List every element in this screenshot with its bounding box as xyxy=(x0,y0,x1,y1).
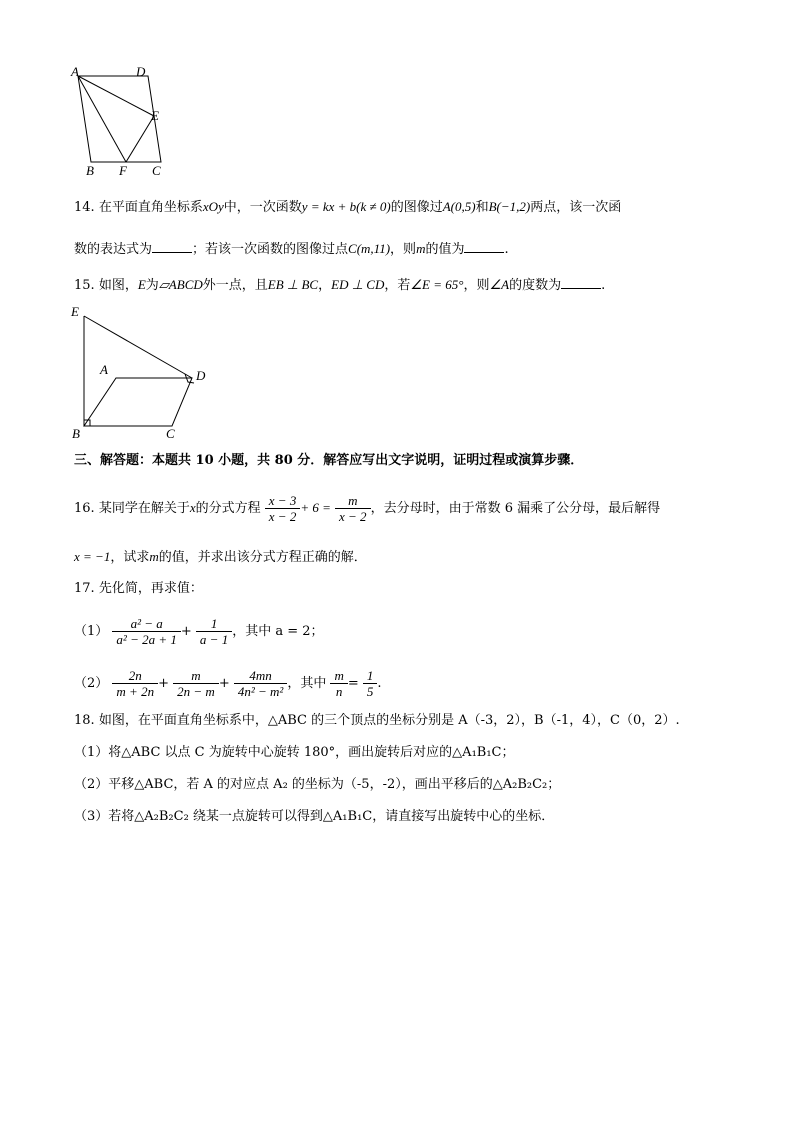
operator: + xyxy=(180,624,192,639)
answer-blank[interactable] xyxy=(561,276,601,289)
q17-fraction xyxy=(175,668,217,699)
q14-point-c: C(m,11) xyxy=(348,241,391,256)
q14-text: 中，一次函数 xyxy=(223,200,302,215)
numerator: m xyxy=(191,668,201,683)
part-label: （2） xyxy=(74,676,109,691)
numerator: 4mn xyxy=(249,668,272,683)
q14-text: 和 xyxy=(475,200,489,215)
q15-text: 的度数为 xyxy=(509,278,562,293)
q16-fraction xyxy=(337,493,369,524)
figure-13-parallelogram xyxy=(66,62,186,177)
fig15-label-c: C xyxy=(166,426,175,440)
fig13-label-b: B xyxy=(86,163,94,177)
q17-fraction xyxy=(114,668,156,699)
q15-angle: ∠A xyxy=(489,277,510,292)
part-label: （1） xyxy=(74,624,109,639)
q17-text: ，其中 a = 2； xyxy=(232,624,324,639)
fig15-label-d: D xyxy=(196,368,206,383)
q15-text: ，若 xyxy=(384,278,411,293)
q16-number: 16. xyxy=(74,501,95,516)
q14-text: ；若该一次函数的图像过点 xyxy=(192,242,349,257)
q15-line xyxy=(74,276,605,295)
q17-fraction xyxy=(198,616,230,647)
q15-parallelogram: ▱ABCD xyxy=(158,277,203,292)
numerator: 2n xyxy=(128,668,142,683)
q15-text: ，则 xyxy=(463,278,490,293)
q16-text: 的值，并求出该分式方程正确的解． xyxy=(158,550,367,565)
q14-point-a: A(0,5) xyxy=(442,199,476,214)
numerator: m xyxy=(348,493,358,508)
q14-function: y = kx + b(k ≠ 0) xyxy=(301,199,391,214)
q14-text: ，则 xyxy=(390,242,417,257)
q16-variable: m xyxy=(149,549,159,564)
q14-text: 数的表达式为 xyxy=(74,242,153,257)
denominator: m + 2n xyxy=(116,684,155,699)
denominator: a² − 2a + 1 xyxy=(116,632,177,647)
fig13-label-d: D xyxy=(136,64,146,79)
q14-text: 的图像过 xyxy=(390,200,443,215)
q17-part1 xyxy=(74,612,324,652)
answer-blank[interactable] xyxy=(152,240,192,253)
q16-solution: x = −1 xyxy=(74,549,111,564)
q15-text: . xyxy=(601,278,606,293)
denominator: a − 1 xyxy=(199,632,229,647)
q15-text: 为 xyxy=(145,278,159,293)
q16-variable: x xyxy=(189,500,196,515)
q14-number: 14. xyxy=(74,200,95,215)
numerator: a² − a xyxy=(130,616,163,631)
numerator: x − 3 xyxy=(268,493,297,508)
fig15-label-e: E xyxy=(71,304,79,319)
q18-part3: （3）若将△A₂B₂C₂ 绕某一点旋转可以得到△A₁B₁C，请直接写出旋转中心的坐标． xyxy=(74,809,555,824)
q15-number: 15. xyxy=(74,278,95,293)
q16-text: ，试求 xyxy=(110,550,150,565)
figure-15-parallelogram xyxy=(66,300,226,440)
answer-blank[interactable] xyxy=(464,240,504,253)
q17-fraction xyxy=(332,668,345,699)
q14-line2 xyxy=(74,240,509,259)
q16-line2 xyxy=(74,548,367,567)
q15-condition: ED ⊥ CD xyxy=(331,277,385,292)
operator: + xyxy=(218,676,230,691)
q16-line1 xyxy=(74,490,660,527)
q18-line xyxy=(74,712,680,730)
q16-text: 某同学在解关于 xyxy=(98,501,190,516)
q17-fraction xyxy=(365,668,376,699)
q16-text: 的分式方程 xyxy=(195,501,261,516)
q16-fraction xyxy=(267,493,299,524)
q15-text: 如图， xyxy=(98,278,138,293)
q17-text: 先化简，再求值： xyxy=(98,581,203,596)
numerator: m xyxy=(334,668,344,683)
q17-text: ，其中 xyxy=(287,676,327,691)
fig13-label-e: E xyxy=(151,108,159,123)
q15-condition: EB ⊥ BC xyxy=(267,277,319,292)
denominator: x − 2 xyxy=(268,509,297,524)
q16-text: ，去分母时，由于常数 6 漏乘了公分母，最后解得 xyxy=(370,501,661,516)
operator: + xyxy=(158,676,169,691)
q17-part2 xyxy=(74,664,382,704)
section-heading: 三、解答题：本题共 10 小题，共 80 分．解答应写出文字说明，证明过程或演算步骤． xyxy=(74,453,584,468)
denominator: n xyxy=(335,684,343,699)
q17-fraction xyxy=(114,616,178,647)
fig15-label-b: B xyxy=(72,426,80,440)
denominator: 5 xyxy=(366,684,374,699)
q15-text: ， xyxy=(318,278,332,293)
q14-point-b: B(−1,2) xyxy=(488,199,531,214)
numerator: 1 xyxy=(210,616,218,631)
q18-text: 如图，在平面直角坐标系中，△ABC 的三个顶点的坐标分别是 A（-3，2），B（-1，4），C（0，2）. xyxy=(98,713,680,728)
denominator: x − 2 xyxy=(339,509,367,524)
fig13-label-c: C xyxy=(152,163,161,177)
q15-angle: ∠E = 65° xyxy=(410,277,464,292)
numerator: 1 xyxy=(366,668,374,683)
q14-coord: xOy xyxy=(202,199,224,214)
q18-part1: （1）将△ABC 以点 C 为旋转中心旋转 180°，画出旋转后对应的△A₁B₁C； xyxy=(74,745,515,760)
fig13-label-a: A xyxy=(71,64,79,79)
fig15-label-a: A xyxy=(100,362,108,377)
q17-fraction xyxy=(236,668,285,699)
denominator: 4n² − m² xyxy=(237,684,284,699)
q14-variable: m xyxy=(416,241,426,256)
q18-part2: （2）平移△ABC，若 A 的对应点 A₂ 的坐标为（-5，-2），画出平移后的△A₂B₂C₂； xyxy=(74,777,561,792)
q14-line1 xyxy=(74,198,621,217)
q15-text: 外一点，且 xyxy=(202,278,268,293)
q16-operator: + 6 = xyxy=(300,500,331,515)
q15-point: E xyxy=(137,277,146,292)
q14-text: 在平面直角坐标系 xyxy=(98,200,203,215)
q17-line xyxy=(74,580,203,598)
denominator: 2n − m xyxy=(177,684,215,699)
q14-text: 的值为 xyxy=(425,242,465,257)
q17-number: 17. xyxy=(74,581,95,596)
q14-text: 两点，该一次函 xyxy=(530,200,622,215)
fig13-label-f: F xyxy=(119,163,127,177)
q18-number: 18. xyxy=(74,713,95,728)
operator: = xyxy=(347,676,359,691)
q14-text: . xyxy=(504,242,509,257)
q17-text: . xyxy=(377,676,382,691)
